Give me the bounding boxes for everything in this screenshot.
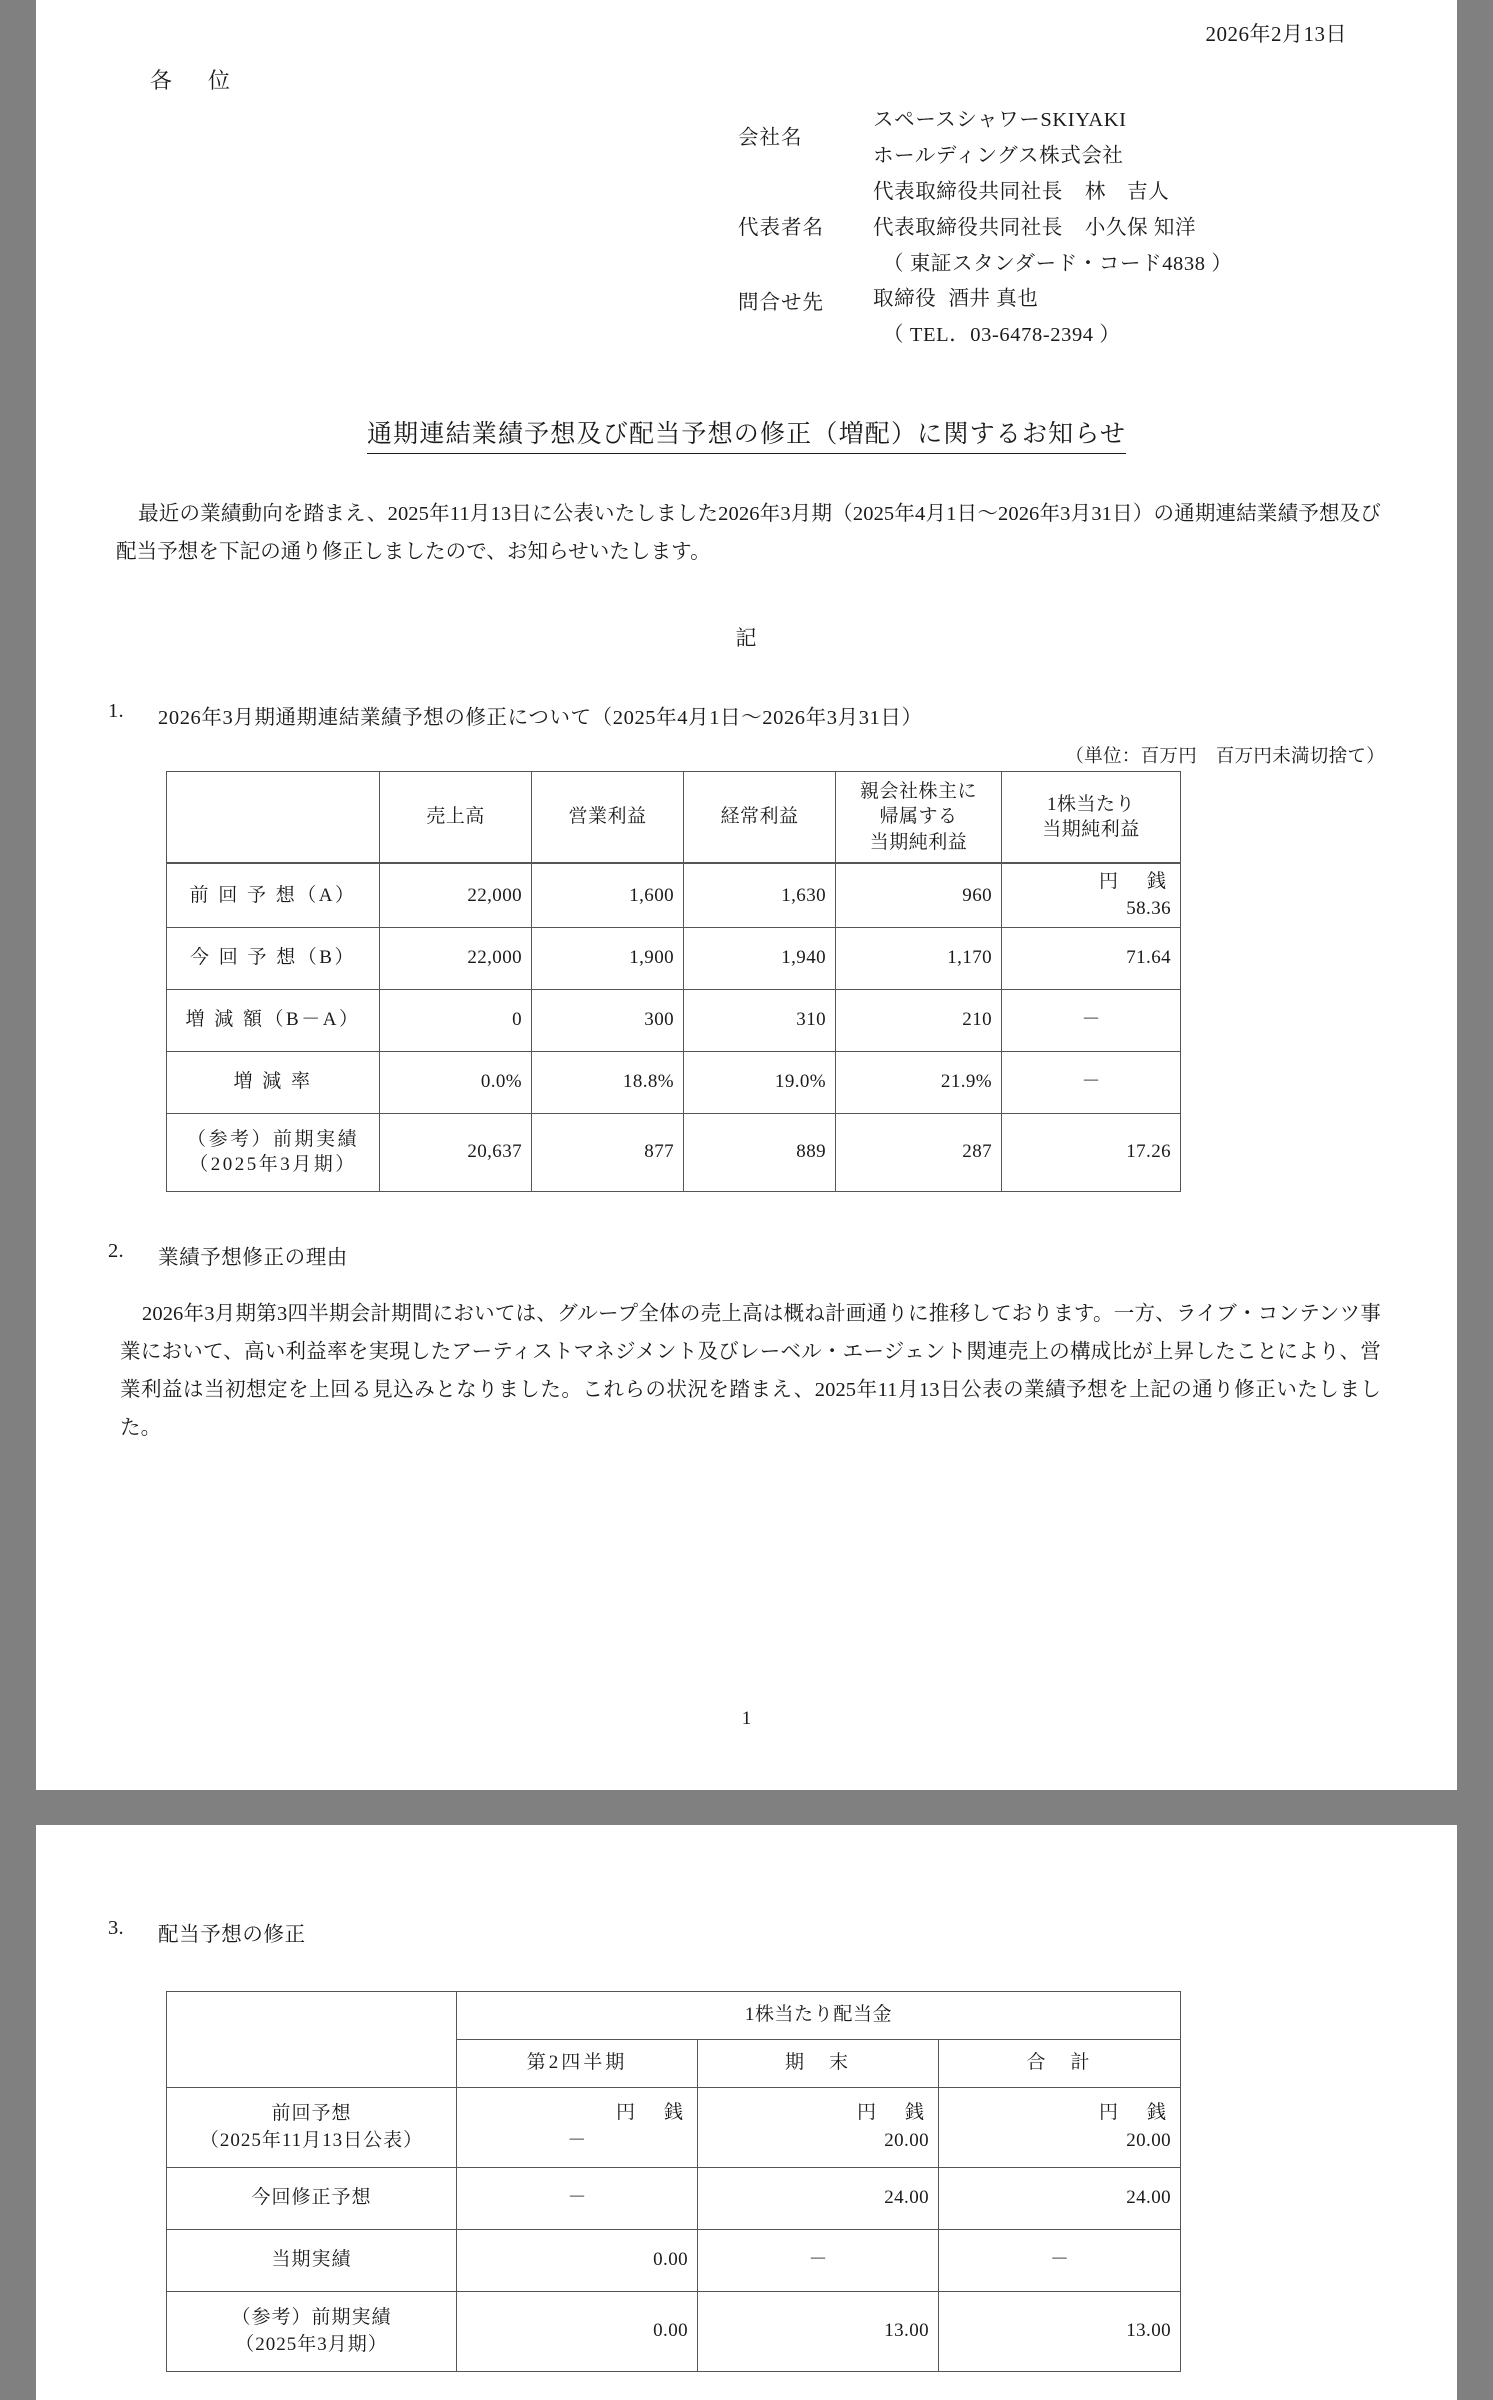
section-2-heading bbox=[108, 1240, 1385, 1270]
representative-value bbox=[873, 175, 1232, 283]
dividend-row-label-prior-year bbox=[167, 2292, 457, 2372]
table-row bbox=[167, 989, 1181, 1051]
dividend-cell-current-total: － bbox=[939, 2230, 1181, 2292]
dividend-cell-prev-year-end-value: 20.00 bbox=[884, 2130, 929, 2151]
issuer-information bbox=[108, 103, 1385, 354]
header-net-income bbox=[836, 771, 1002, 863]
dividend-cell-prev-total-value: 20.00 bbox=[1126, 2130, 1171, 2151]
page-separator bbox=[0, 1790, 1493, 1825]
contact-telephone: （ TEL．03-6478-2394 ） bbox=[883, 324, 1121, 347]
contact-value bbox=[873, 282, 1232, 354]
cell-actual-ordinary-income: 889 bbox=[684, 1113, 836, 1191]
table-row bbox=[167, 2168, 1181, 2230]
dividend-cell-current-year-end: － bbox=[698, 2230, 939, 2292]
company-name-line-2: ホールディングス株式会社 bbox=[873, 144, 1124, 167]
dividend-header-q2: 第2四半期 bbox=[457, 2040, 698, 2088]
row-label-previous-forecast: 前 回 予 想（A） bbox=[167, 863, 380, 927]
issuer-table bbox=[738, 103, 1232, 354]
header-net-sales: 売上高 bbox=[380, 771, 532, 863]
cell-prev-net-income: 960 bbox=[836, 863, 1002, 927]
dividend-prev-label-line-2: （2025年11月13日公表） bbox=[199, 2129, 424, 2151]
row-label-change-amount: 増 減 額（B－A） bbox=[167, 989, 380, 1051]
cell-prev-eps bbox=[1002, 863, 1181, 927]
page-title bbox=[108, 414, 1385, 450]
table-header-row bbox=[167, 771, 1181, 863]
table-row bbox=[167, 863, 1181, 927]
header-eps bbox=[1002, 771, 1181, 863]
dividend-row-label-current-actual: 当期実績 bbox=[167, 2230, 457, 2292]
cell-curr-net-income: 1,170 bbox=[836, 927, 1002, 989]
dividend-header-year-end: 期 末 bbox=[698, 2040, 939, 2088]
header-ordinary-income: 経常利益 bbox=[684, 771, 836, 863]
table-row bbox=[167, 2088, 1181, 2168]
table-row bbox=[167, 1051, 1181, 1113]
section-1-heading bbox=[108, 700, 1385, 730]
company-name-value bbox=[873, 103, 1232, 175]
representative-2-title: 代表取締役共同社長 bbox=[873, 216, 1063, 239]
issuer-row-company bbox=[738, 103, 1232, 175]
cell-curr-operating-income: 1,900 bbox=[532, 927, 684, 989]
document-page-2 bbox=[36, 1825, 1457, 2400]
dividend-group-header: 1株当たり配当金 bbox=[457, 1992, 1181, 2040]
dividend-row-label-revised: 今回修正予想 bbox=[167, 2168, 457, 2230]
dividend-unit-year-end: 円 銭 bbox=[856, 2102, 929, 2124]
header-net-income-line-1: 親会社株主に bbox=[859, 780, 977, 802]
section-2-body-text: 2026年3月期第3四半期会計期間においては、グループ全体の売上高は概ね計画通りに推移しております。一方、ライブ・コンテンツ事業において、高い利益率を実現したアーティストマネジメント及びレーベル・エージェント関連売上の構成比が上昇したことにより、営業利益は当初想定を上回る見込みとなりました。これらの状況を踏まえ、2025年11月13日公表の業績予想を上記の通り修正いたしました。 bbox=[120, 1302, 1381, 1439]
earnings-forecast-table bbox=[166, 771, 1181, 1192]
page-title-text: 通期連結業績予想及び配当予想の修正（増配）に関するお知らせ bbox=[367, 421, 1126, 454]
cell-rate-net-income: 21.9% bbox=[836, 1051, 1002, 1113]
section-3-title: 配当予想の修正 bbox=[158, 1924, 306, 1946]
contact-line-1 bbox=[873, 282, 1232, 318]
dividend-cell-revised-year-end: 24.00 bbox=[698, 2168, 939, 2230]
table-row bbox=[167, 1113, 1181, 1191]
dividend-unit-q2: 円 銭 bbox=[615, 2102, 688, 2124]
cell-change-ordinary-income: 310 bbox=[684, 989, 836, 1051]
representative-1-name: 林 吉人 bbox=[1084, 180, 1170, 203]
header-operating-income: 営業利益 bbox=[532, 771, 684, 863]
cell-change-operating-income: 300 bbox=[532, 989, 684, 1051]
kihon-marker: 記 bbox=[735, 625, 758, 650]
document-page-1 bbox=[36, 0, 1457, 1790]
dividend-cell-prior-total: 13.00 bbox=[939, 2292, 1181, 2372]
cell-prev-net-sales: 22,000 bbox=[380, 863, 532, 927]
row-label-prior-year-actual bbox=[167, 1113, 380, 1191]
table-row bbox=[167, 927, 1181, 989]
cell-change-net-income: 210 bbox=[836, 989, 1002, 1051]
representative-2-name: 小久保 知洋 bbox=[1084, 216, 1197, 239]
section-2-number: 2. bbox=[108, 1239, 124, 1262]
dividend-cell-revised-total: 24.00 bbox=[939, 2168, 1181, 2230]
header-net-income-line-3: 当期純利益 bbox=[869, 832, 968, 854]
section-1-unit-note: （単位：百万円 百万円未満切捨て） bbox=[1065, 746, 1385, 767]
representative-label: 代表者名 bbox=[738, 216, 824, 239]
row-label-prior-line-2: （2025年3月期） bbox=[189, 1154, 357, 1176]
header-blank-corner bbox=[167, 771, 380, 863]
contact-label: 問合せ先 bbox=[738, 292, 824, 315]
dividend-cell-revised-q2: － bbox=[457, 2168, 698, 2230]
header-net-income-line-2: 帰属する bbox=[879, 806, 958, 828]
addressee-label: 各 位 bbox=[150, 68, 238, 93]
table-row bbox=[167, 2230, 1181, 2292]
cell-actual-eps: 17.26 bbox=[1002, 1113, 1181, 1191]
dividend-cell-prior-year-end: 13.00 bbox=[698, 2292, 939, 2372]
dividend-unit-total: 円 銭 bbox=[1098, 2102, 1171, 2124]
cell-prev-ordinary-income: 1,630 bbox=[684, 863, 836, 927]
header-eps-line-2: 当期純利益 bbox=[1042, 819, 1140, 841]
cell-rate-operating-income: 18.8% bbox=[532, 1051, 684, 1113]
eps-unit-label: 円 銭 bbox=[1098, 871, 1171, 893]
document-date: 2026年2月13日 bbox=[1205, 22, 1347, 46]
cell-actual-net-income: 287 bbox=[836, 1113, 1002, 1191]
company-name-label: 会社名 bbox=[738, 126, 803, 149]
listing-info: （ 東証スタンダード・コード4838 ） bbox=[883, 252, 1233, 275]
row-label-change-rate: 増 減 率 bbox=[167, 1051, 380, 1113]
lead-paragraph bbox=[108, 496, 1385, 572]
dividend-header-total: 合 計 bbox=[939, 2040, 1181, 2088]
dividend-cell-prev-q2-value: － bbox=[567, 2130, 587, 2151]
cell-change-eps: － bbox=[1002, 989, 1181, 1051]
dividend-prev-label-line-1: 前回予想 bbox=[271, 2102, 352, 2124]
cell-change-net-sales: 0 bbox=[380, 989, 532, 1051]
cell-actual-net-sales: 20,637 bbox=[380, 1113, 532, 1191]
dividend-prior-label-line-2: （2025年3月期） bbox=[235, 2333, 388, 2355]
cell-curr-net-sales: 22,000 bbox=[380, 927, 532, 989]
representative-line-1 bbox=[873, 175, 1232, 211]
section-2-body bbox=[108, 1296, 1385, 1448]
issuer-row-contact bbox=[738, 282, 1232, 354]
cell-actual-operating-income: 877 bbox=[532, 1113, 684, 1191]
dividend-cell-prev-total bbox=[939, 2088, 1181, 2168]
table-row bbox=[167, 2292, 1181, 2372]
issuer-row-representative bbox=[738, 175, 1232, 283]
section-3-heading bbox=[108, 1917, 1385, 1947]
cell-curr-ordinary-income: 1,940 bbox=[684, 927, 836, 989]
representative-line-2 bbox=[873, 211, 1232, 247]
dividend-header-blank-corner bbox=[167, 1992, 457, 2088]
company-name-line-1: スペースシャワーSKIYAKI bbox=[873, 109, 1127, 131]
cell-rate-net-sales: 0.0% bbox=[380, 1051, 532, 1113]
contact-name: 酒井 真也 bbox=[948, 288, 1039, 311]
cell-prev-eps-value: 58.36 bbox=[1126, 898, 1171, 920]
cell-rate-ordinary-income: 19.0% bbox=[684, 1051, 836, 1113]
dividend-cell-prior-q2: 0.00 bbox=[457, 2292, 698, 2372]
dividend-cell-prev-year-end bbox=[698, 2088, 939, 2168]
contact-title: 取締役 bbox=[873, 288, 937, 311]
header-eps-line-1: 1株当たり bbox=[1046, 793, 1135, 815]
section-1-number: 1. bbox=[108, 699, 124, 722]
dividend-prior-label-line-1: （参考）前期実績 bbox=[231, 2306, 392, 2328]
dividend-cell-current-q2: 0.00 bbox=[457, 2230, 698, 2292]
row-label-current-forecast: 今 回 予 想（B） bbox=[167, 927, 380, 989]
dividend-forecast-table bbox=[166, 1991, 1181, 2372]
dividend-cell-prev-q2 bbox=[457, 2088, 698, 2168]
representative-1-title: 代表取締役共同社長 bbox=[873, 180, 1063, 203]
dividend-row-label-previous bbox=[167, 2088, 457, 2168]
section-1-title: 2026年3月期通期連結業績予想の修正について（2025年4月1日～2026年3月31日） bbox=[158, 706, 923, 729]
section-3-number: 3. bbox=[108, 1917, 124, 1939]
section-2-title: 業績予想修正の理由 bbox=[158, 1246, 348, 1269]
lead-paragraph-text: 最近の業績動向を踏まえ、2025年11月13日に公表いたしました2026年3月期（2025年4月1日～2026年3月31日）の通期連結業績予想及び配当予想を下記の通り修正しましたので、お知らせいたします。 bbox=[116, 503, 1381, 564]
row-label-prior-line-1: （参考）前期実績 bbox=[186, 1128, 359, 1150]
cell-prev-operating-income: 1,600 bbox=[532, 863, 684, 927]
page-number: 1 bbox=[741, 1708, 752, 1729]
cell-rate-eps: － bbox=[1002, 1051, 1181, 1113]
cell-curr-eps: 71.64 bbox=[1002, 927, 1181, 989]
dividend-header-group-row bbox=[167, 1992, 1181, 2040]
